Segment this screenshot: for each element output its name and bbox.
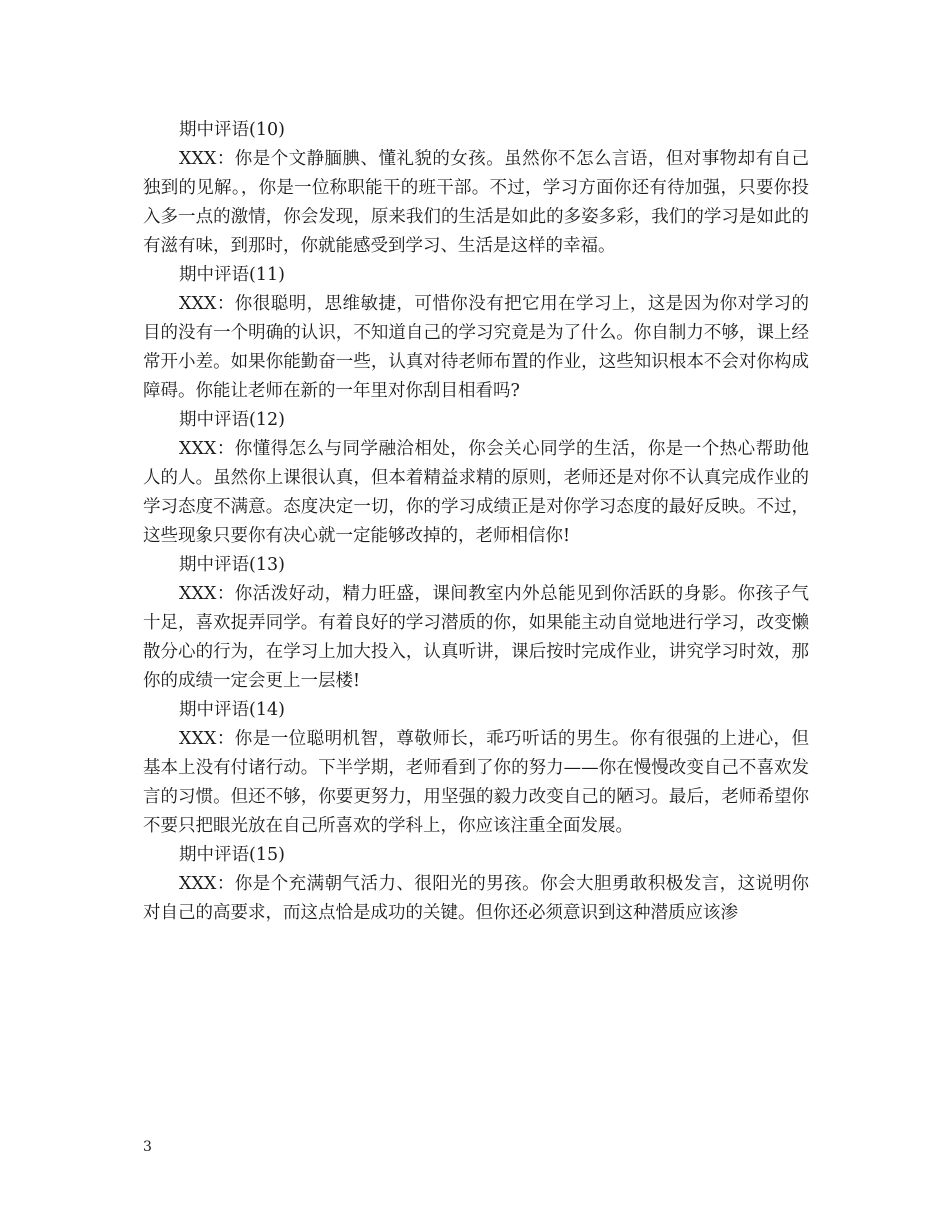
section-heading-14: 期中评语(14) [179, 700, 285, 720]
document-body [143, 116, 809, 928]
section-heading-15: 期中评语(15) [179, 845, 285, 865]
section-heading-11: 期中评语(11) [179, 265, 285, 285]
section-heading-10: 期中评语(10) [179, 120, 285, 140]
section-body-15: XXX：你是个充满朝气活力、很阳光的男孩。你会大胆勇敢积极发言，这说明你对自己的高要求，而这点恰是成功的关键。但你还必须意识到这种潜质应该渗 [143, 874, 809, 923]
section-heading-13: 期中评语(13) [179, 555, 285, 575]
section-heading-12: 期中评语(12) [179, 410, 285, 430]
section-body-10: XXX：你是个文静腼腆、懂礼貌的女孩。虽然你不怎么言语，但对事物却有自己独到的见解。，你是一位称职能干的班干部。不过，学习方面你还有待加强，只要你投入多一点的激情，你会发现，原来我们的生活是如此的多姿多彩，我们的学习是如此的有滋有味，到那时，你就能感受到学习、生活是这样的幸福。 [143, 149, 809, 256]
section-body-13: XXX：你活泼好动，精力旺盛，课间教室内外总能见到你活跃的身影。你孩子气十足，喜欢捉弄同学。有着良好的学习潜质的你，如果能主动自觉地进行学习，改变懒散分心的行为，在学习上加大投入，认真听讲，课后按时完成作业，讲究学习时效，那你的成绩一定会更上一层楼! [143, 584, 809, 691]
section-body-12: XXX：你懂得怎么与同学融洽相处，你会关心同学的生活，你是一个热心帮助他人的人。虽然你上课很认真，但本着精益求精的原则，老师还是对你不认真完成作业的学习态度不满意。态度决定一切，你的学习成绩正是对你学习态度的最好反映。不过，这些现象只要你有决心就一定能够改掉的，老师相信你! [143, 439, 809, 546]
section-body-11: XXX：你很聪明，思维敏捷，可惜你没有把它用在学习上，这是因为你对学习的目的没有一个明确的认识，不知道自己的学习究竟是为了什么。你自制力不够，课上经常开小差。如果你能勤奋一些，认真对待老师布置的作业，这些知识根本不会对你构成障碍。你能让老师在新的一年里对你刮目相看吗? [143, 294, 809, 401]
page-number: 3 [143, 1139, 152, 1155]
section-body-14: XXX：你是一位聪明机智，尊敬师长，乖巧听话的男生。你有很强的上进心，但基本上没有付诸行动。下半学期，老师看到了你的努力——你在慢慢改变自己不喜欢发言的习惯。但还不够，你要更努力，用坚强的毅力改变自己的陋习。最后，老师希望你不要只把眼光放在自己所喜欢的学科上，你应该注重全面发展。 [143, 729, 809, 836]
